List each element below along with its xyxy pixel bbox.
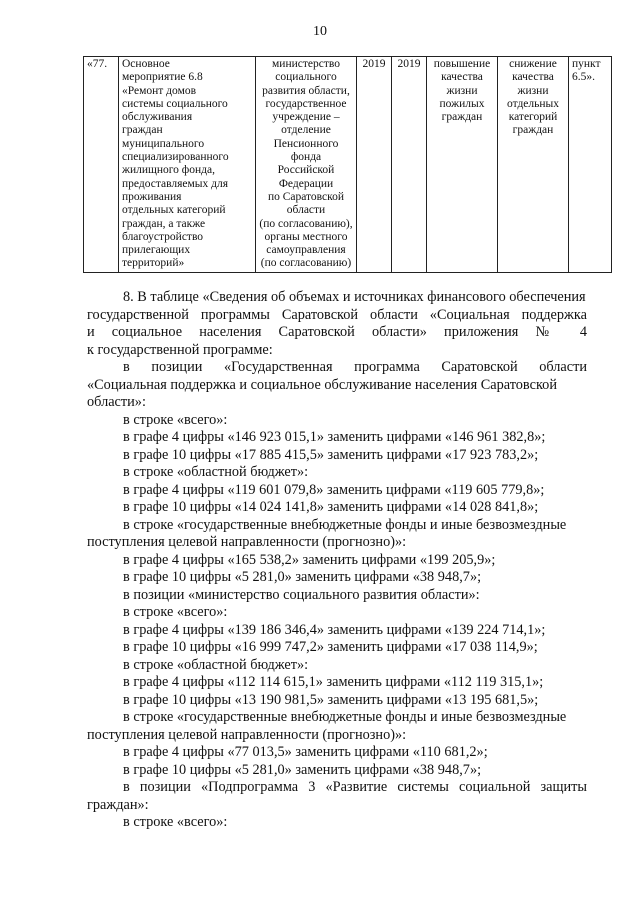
paragraph-line: в графе 10 цифры «5 281,0» заменить цифрами «38 948,7»; [123, 569, 482, 585]
paragraph-line: в графе 4 цифры «139 186 346,4» заменить цифрами «139 224 714,1»; [123, 621, 546, 638]
text-line: категорий [508, 111, 558, 124]
paragraph-line: в позиции «Государственная программа Саратовской области [123, 359, 587, 375]
text-line: 6.5». [572, 71, 595, 84]
text-line: «Ремонт домов [122, 84, 197, 97]
paragraph-line: в графе 4 цифры «77 013,5» заменить цифрами «110 681,2»; [123, 744, 488, 760]
text-line: отдельных [506, 97, 560, 110]
text-line: благоустройство [122, 230, 204, 243]
text-line: граждан, а также [122, 217, 206, 230]
cell-row-number: «77. [84, 57, 119, 273]
paragraph-line: государственной программы Саратовской области «Социальная поддержка [87, 306, 587, 323]
paragraph-line: поступления целевой направленности (прогнозно)»: [87, 534, 407, 550]
text-line: предоставляемых для [122, 177, 229, 190]
paragraph-line: в строке «государственные внебюджетные фонды и иные безвозмездные [123, 709, 567, 725]
cell-year-start: 2019 [357, 57, 392, 273]
page-number: 10 [313, 24, 327, 39]
text-line: отдельных категорий [122, 204, 226, 217]
paragraph-line: в графе 10 цифры «17 885 415,5» заменить цифрами «17 923 783,2»; [123, 446, 539, 463]
paragraph-line: в строке «всего»: [123, 604, 228, 620]
text-line: муниципального [122, 137, 205, 150]
text-line: прилегающих [122, 244, 191, 257]
text-line: социального [275, 71, 337, 84]
cell-expected-result [427, 57, 498, 273]
text-line: Основное [122, 58, 170, 70]
text-line: органы местного [264, 230, 348, 243]
text-line: жизни [517, 84, 549, 97]
text-line: снижение [509, 58, 557, 70]
paragraph-line: и социальное населения Саратовской области» приложения № 4 [87, 324, 587, 340]
cell-year-end: 2019 [392, 57, 427, 273]
text-line: развития области, [262, 84, 350, 97]
paragraph-line: граждан»: [87, 796, 149, 813]
text-line: граждан [512, 124, 554, 137]
paragraph-line: в позиции «Подпрограмма 3 «Развитие системы социальной защиты [123, 779, 587, 795]
text-line: пожилых [439, 97, 485, 110]
paragraph-line: в строке «областной бюджет»: [123, 464, 309, 480]
paragraph-line: в графе 4 цифры «165 538,2» заменить цифрами «199 205,9»; [123, 551, 496, 568]
paragraph-line: поступления целевой направленности (прогнозно)»: [87, 726, 407, 743]
text-line: Федерации [278, 177, 334, 190]
text-line: жизни [446, 84, 478, 97]
paragraph-line: в графе 4 цифры «119 601 079,8» заменить цифрами «119 605 779,8»; [123, 481, 545, 498]
paragraph-line: в графе 10 цифры «16 999 747,2» заменить цифрами «17 038 114,9»; [123, 639, 538, 655]
paragraph-line: в графе 10 цифры «14 024 141,8» заменить цифрами «14 028 841,8»; [123, 499, 539, 515]
paragraph-line: в строке «всего»: [123, 814, 228, 830]
paragraph-line: области»: [87, 394, 146, 410]
text-line: отделение [281, 124, 331, 137]
text-line: (по согласованию), [259, 217, 353, 230]
cell-executor [256, 57, 357, 273]
text-line: системы социального [122, 97, 228, 110]
text-line: территорий» [122, 257, 185, 270]
text-line: учреждение – [272, 111, 340, 124]
text-line: граждан [441, 111, 483, 124]
text-line: Пенсионного [273, 137, 339, 150]
cell-measure-name [119, 57, 256, 273]
table-row [84, 57, 612, 273]
text-line: фонда [290, 151, 322, 164]
cell-indicator-link [569, 57, 612, 273]
text-line: мероприятие 6.8 [122, 71, 203, 84]
text-line: граждан [122, 124, 163, 137]
cell-consequence [498, 57, 569, 273]
paragraph-line: в строке «всего»: [123, 411, 228, 428]
text-line: повышение [433, 58, 491, 70]
measure-table [83, 56, 612, 273]
text-line: (по согласованию) [260, 257, 352, 270]
text-line: министерство [272, 58, 340, 70]
text-line: по Саратовской [267, 190, 345, 203]
paragraph-line: в графе 10 цифры «5 281,0» заменить цифрами «38 948,7»; [123, 761, 482, 778]
text-line: жилищного фонда, [122, 164, 215, 177]
text-line: проживания [122, 190, 182, 203]
text-line: обслуживания [122, 111, 193, 124]
text-line: пункт [572, 58, 601, 70]
text-line: самоуправления [266, 244, 346, 257]
paragraph-line: «Социальная поддержка и социальное обслуживание населения Саратовской [87, 376, 557, 393]
text-line: качества [512, 71, 554, 84]
text-line: Российской [277, 164, 335, 177]
text-line: качества [441, 71, 483, 84]
paragraph-line: к государственной программе: [87, 341, 273, 358]
paragraph-line: в графе 4 цифры «146 923 015,1» заменить цифрами «146 961 382,8»; [123, 429, 546, 445]
paragraph-line: 8. В таблице «Сведения об объемах и источниках финансового обеспечения [123, 289, 586, 305]
text-line: области [286, 204, 326, 217]
text-line: специализированного [122, 151, 229, 164]
text-line: государственное [265, 97, 347, 110]
paragraph-line: в графе 10 цифры «13 190 981,5» заменить цифрами «13 195 681,5»; [123, 691, 539, 708]
paragraph-line: в графе 4 цифры «112 114 615,1» заменить цифрами «112 119 315,1»; [123, 674, 544, 690]
paragraph-line: в строке «государственные внебюджетные фонды и иные безвозмездные [123, 516, 567, 533]
paragraph-line: в строке «областной бюджет»: [123, 656, 309, 673]
document-body [87, 289, 587, 832]
paragraph-line: в позиции «министерство социального развития области»: [123, 586, 480, 603]
